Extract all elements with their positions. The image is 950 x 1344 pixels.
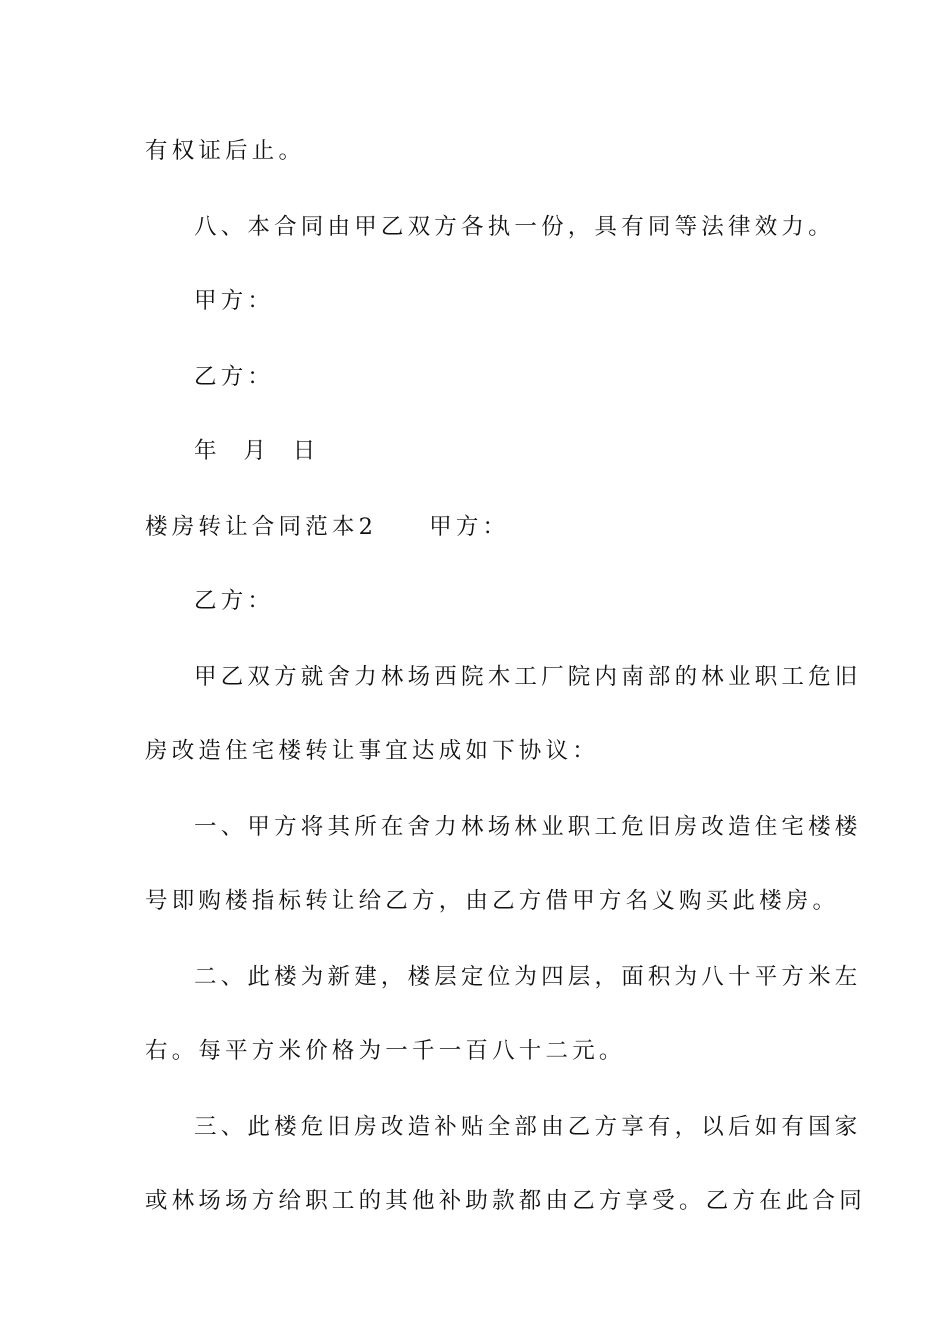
- clause-eight: 八、本合同由甲乙双方各执一份，具有同等法律效力。: [194, 214, 835, 240]
- clause-one-line-1: 一、甲方将其所在舍力林场林业职工危旧房改造住宅楼楼: [194, 814, 862, 840]
- contract-title-row: [145, 510, 845, 544]
- clause-three-line-1: 三、此楼危旧房改造补贴全部由乙方享有，以后如有国家: [194, 1114, 862, 1140]
- party-a-label: 甲方：: [429, 514, 510, 540]
- intro-paragraph-line-2: 房改造住宅楼转让事宜达成如下协议：: [145, 738, 599, 764]
- party-b-signature-label: 乙方：: [194, 364, 275, 390]
- clause-two-line-2: 右。每平方米价格为一千一百八十二元。: [145, 1038, 626, 1064]
- date-line: 年 月 日: [194, 438, 320, 464]
- clause-two-line-1: 二、此楼为新建，楼层定位为四层，面积为八十平方米左: [194, 964, 862, 990]
- party-b-label: 乙方：: [194, 588, 275, 614]
- clause-three-line-2: 或林场场方给职工的其他补助款都由乙方享受。乙方在此合同: [145, 1188, 866, 1214]
- paragraph-continuation: 有权证后止。: [145, 138, 306, 164]
- intro-paragraph-line-1: 甲乙双方就舍力林场西院木工厂院内南部的林业职工危旧: [194, 664, 862, 690]
- contract-title: 楼房转让合同范本2: [145, 514, 378, 540]
- clause-one-line-2: 号即购楼指标转让给乙方，由乙方借甲方名义购买此楼房。: [145, 888, 840, 914]
- party-a-signature-label: 甲方：: [194, 288, 275, 314]
